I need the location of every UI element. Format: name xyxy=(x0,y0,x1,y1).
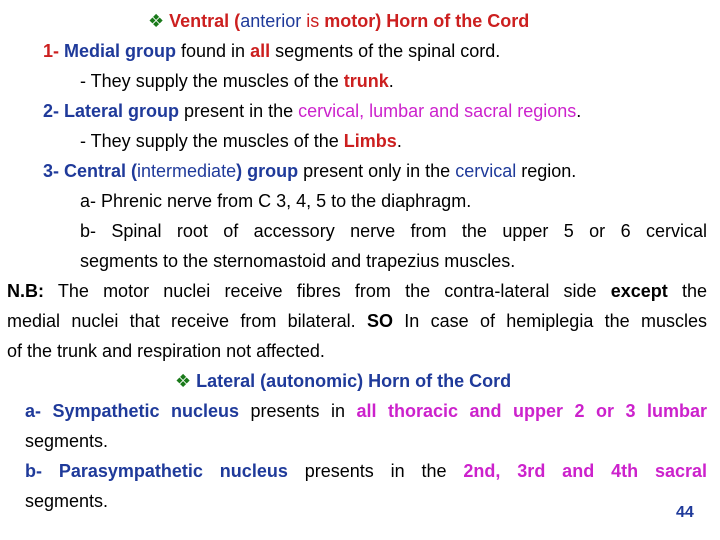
parasympathetic-line2: segments. xyxy=(25,491,109,511)
accessory-nerve-line2: segments to the sternomastoid and trapezius muscles. xyxy=(80,251,516,271)
lateral-group-line: 2- Lateral group present in the cervical, lumbar and sacral regions. xyxy=(43,101,582,121)
sympathetic-line2: segments. xyxy=(25,431,109,451)
medial-group-sub: - They supply the muscles of the trunk. xyxy=(80,71,394,91)
page-number: 44 xyxy=(676,504,694,521)
heading-ventral-horn: ❖ Ventral (anterior is motor) Horn of the Cord xyxy=(148,11,530,31)
central-group-line: 3- Central (intermediate) group present only in the cervical region. xyxy=(43,161,577,181)
diamond-bullet-icon: ❖ xyxy=(148,11,165,31)
heading-lateral-horn: ❖ Lateral (autonomic) Horn of the Cord xyxy=(175,371,512,391)
nb-line3: of the trunk and respiration not affected. xyxy=(7,341,325,361)
sympathetic-line1: a- Sympathetic nucleus presents in all thoracic and upper 2 or 3 lumbar xyxy=(25,401,707,421)
nb-line2: medial nuclei that receive from bilateral. SO In case of hemiplegia the muscles xyxy=(7,311,707,331)
nb-line1: N.B: The motor nuclei receive fibres from the contra-lateral side except the xyxy=(7,281,707,301)
accessory-nerve-line1: b- Spinal root of accessory nerve from the upper 5 or 6 cervical xyxy=(80,221,707,241)
phrenic-nerve-line: a- Phrenic nerve from C 3, 4, 5 to the diaphragm. xyxy=(80,191,472,211)
parasympathetic-line1: b- Parasympathetic nucleus presents in the 2nd, 3rd and 4th sacral xyxy=(25,461,707,481)
diamond-bullet-icon: ❖ xyxy=(175,371,192,391)
lateral-group-sub: - They supply the muscles of the Limbs. xyxy=(80,131,402,151)
medial-group-line: 1- Medial group found in all segments of the spinal cord. xyxy=(43,41,501,61)
